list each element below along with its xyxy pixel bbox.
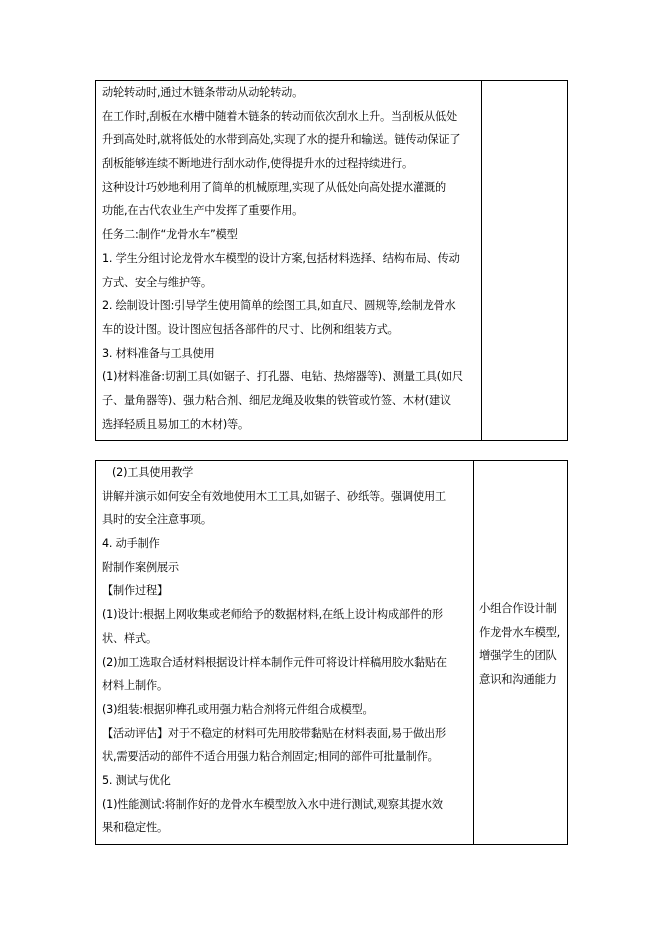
text-line: 在工作时,刮板在水槽中随着木链条的转动而依次刮水上升。当刮板从低处 <box>102 109 457 123</box>
text-line: 功能,在古代农业生产中发挥了重要作用。 <box>102 204 304 218</box>
text-line: (3)组装:根据卯榫孔或用强力粘合剂将元件组合成模型。 <box>102 702 374 716</box>
lesson-table-top <box>95 80 568 441</box>
text-line: (1)材料准备:切割工具(如锯子、打孔器、电钻、热熔器等)、测量工具(如尺 <box>102 370 463 384</box>
side-note-line: 小组合作设计制 <box>479 601 557 615</box>
intent-column <box>475 597 567 692</box>
text-line: 材料上制作。 <box>102 679 168 693</box>
text-line: 果和稳定性。 <box>102 821 168 835</box>
side-note-line: 作龙骨水车模型, <box>479 624 560 639</box>
text-line: 3. 材料准备与工具使用 <box>102 346 215 360</box>
text-line: 选择轻质且易加工的木材)等。 <box>102 417 250 431</box>
text-line: (1)设计:根据上网收集或老师给予的数据材料,在纸上设计构成部件的形 <box>102 608 443 622</box>
text-line: 状、样式。 <box>102 631 157 645</box>
content-column <box>96 81 481 440</box>
text-line: (1)性能测试:将制作好的龙骨水车模型放入水中进行测试,观察其提水效 <box>102 797 443 811</box>
text-line: 车的设计图。设计图应包括各部件的尺寸、比例和组装方式。 <box>102 322 399 336</box>
lesson-table-bottom <box>95 460 568 845</box>
text-line: 附制作案例展示 <box>102 560 179 574</box>
text-line: 升到高处时,就将低处的水带到高处,实现了水的提升和输送。链传动保证了 <box>102 133 461 147</box>
side-note-line: 增强学生的团队 <box>479 648 557 663</box>
text-line: (2)工具使用教学 <box>112 466 194 479</box>
text-line: 4. 动手制作 <box>102 537 160 551</box>
column-divider <box>481 81 482 440</box>
text-line: 5. 测试与优化 <box>102 773 171 787</box>
text-line: 子、量角器等)、强力粘合剂、细尼龙绳及收集的铁管或竹签、木材(建议 <box>102 393 451 407</box>
side-note-line: 意识和沟通能力 <box>479 672 557 687</box>
text-line: 具时的安全注意事项。 <box>102 513 212 527</box>
text-line: 1. 学生分组讨论龙骨水车模型的设计方案,包括材料选择、结构布局、传动 <box>102 251 460 265</box>
text-line: 这种设计巧妙地利用了简单的机械原理,实现了从低处向高处提水灌溉的 <box>102 180 446 194</box>
text-line: 状,需要活动的部件不适合用强力粘合剂固定;相同的部件可批量制作。 <box>102 750 439 764</box>
text-line: 讲解并演示如何安全有效地使用木工工具,如锯子、砂纸等。强调使用工 <box>102 489 446 503</box>
task-heading: 任务二:制作“龙骨水车”模型 <box>102 228 238 242</box>
text-line: 2. 绘制设计图:引导学生使用简单的绘图工具,如直尺、圆规等,绘制龙骨水 <box>102 299 456 313</box>
section-heading: 【制作过程】 <box>102 584 168 598</box>
text-line: (2)加工选取合适材料根据设计样本制作元件可将设计样稿用胶水黏贴在 <box>102 655 447 669</box>
text-line: 方式、安全与维护等。 <box>102 275 212 289</box>
column-divider <box>473 461 474 844</box>
text-line: 刮板能够连续不断地进行刮水动作,使得提升水的过程持续进行。 <box>102 157 414 171</box>
content-column <box>96 461 473 844</box>
text-line: 【活动评估】对于不稳定的材料可先用胶带黏贴在材料表面,易于做出形 <box>102 726 446 740</box>
text-line: 动轮转动时,通过木链条带动从动轮转动。 <box>102 86 304 99</box>
